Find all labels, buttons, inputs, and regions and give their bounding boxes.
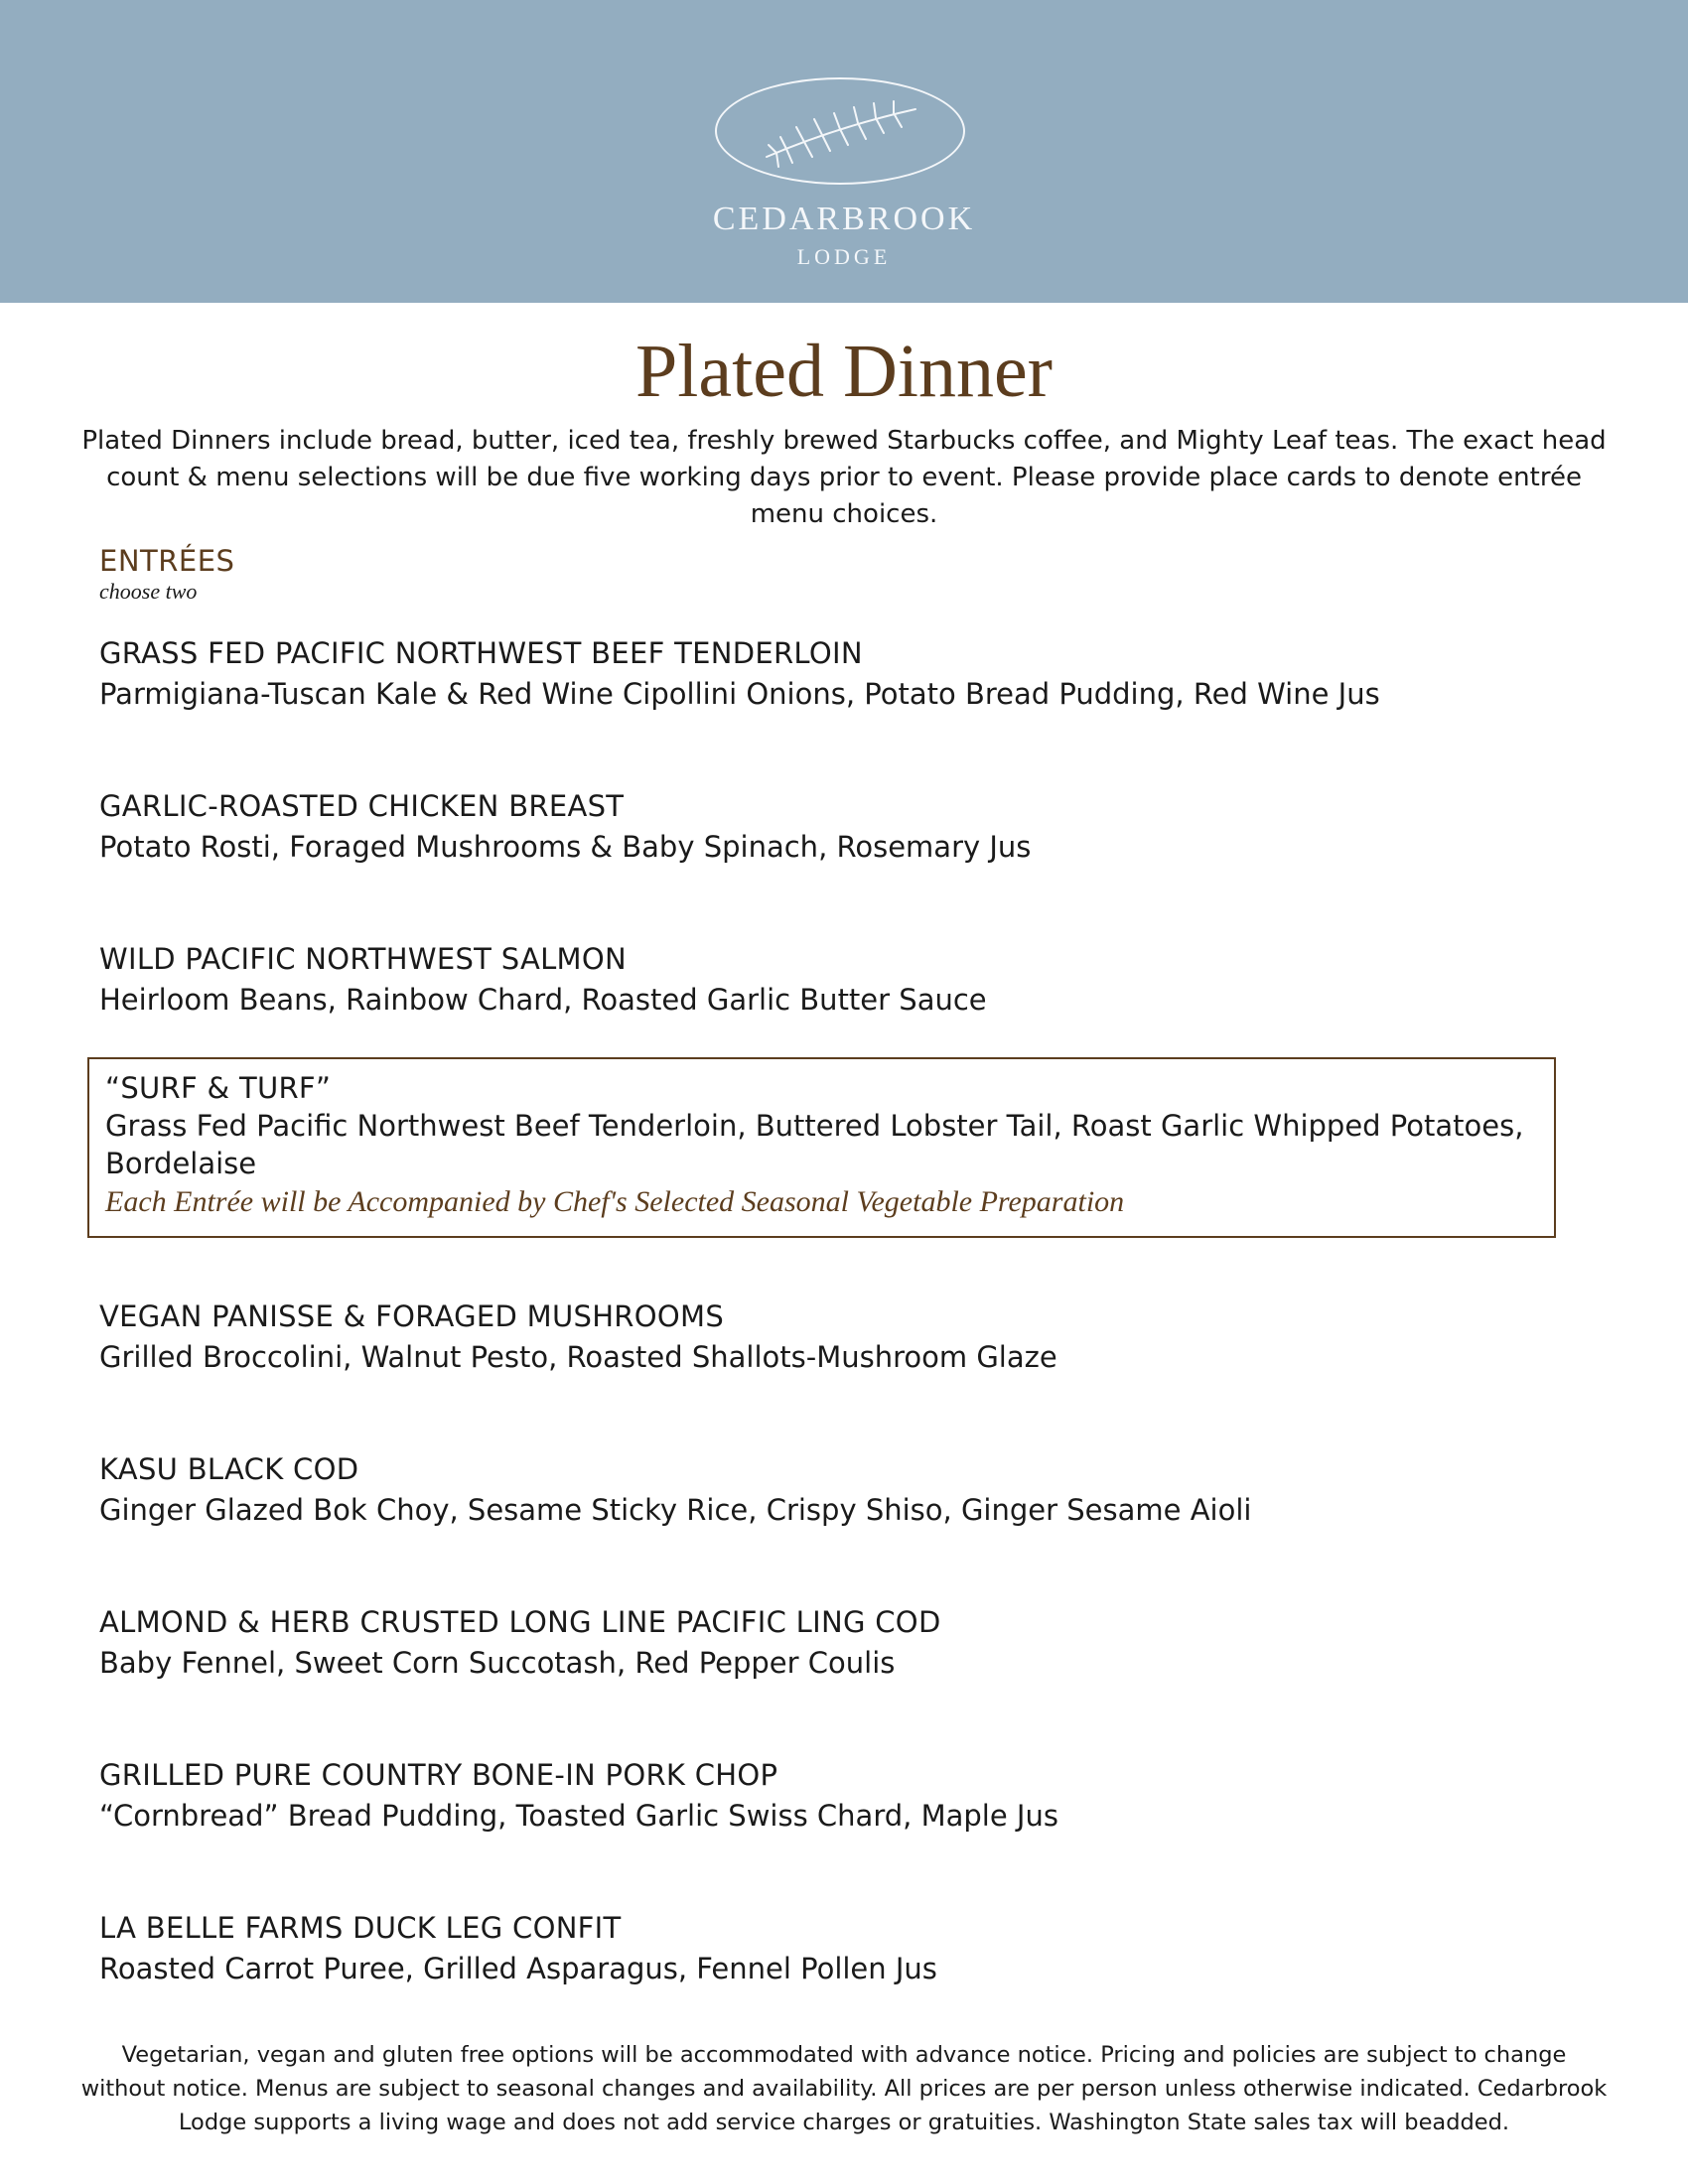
entree-description: “Cornbread” Bread Pudding, Toasted Garlic Swiss Chard, Maple Jus	[99, 1799, 1058, 1833]
entree-description: Parmigiana-Tuscan Kale & Red Wine Cipollini Onions, Potato Bread Pudding, Red Wine Jus	[99, 677, 1380, 711]
featured-entree-box	[87, 1057, 1556, 1238]
entree-item	[99, 1602, 1539, 1684]
entree-description: Potato Rosti, Foraged Mushrooms & Baby Spinach, Rosemary Jus	[99, 830, 1032, 864]
entree-name: VEGAN PANISSE & FORAGED MUSHROOMS	[99, 1299, 725, 1333]
section-heading: ENTRÉES	[99, 544, 235, 578]
entree-description: Heirloom Beans, Rainbow Chard, Roasted Garlic Butter Sauce	[99, 983, 987, 1017]
entree-item	[99, 1755, 1539, 1837]
entree-description: Baby Fennel, Sweet Corn Succotash, Red Pepper Coulis	[99, 1646, 896, 1680]
entree-item	[99, 633, 1539, 715]
entree-description: Grilled Broccolini, Walnut Pesto, Roasted Shallots-Mushroom Glaze	[99, 1340, 1057, 1374]
brand-name: CEDARBROOK	[712, 201, 976, 237]
entree-name: GRASS FED PACIFIC NORTHWEST BEEF TENDERLOIN	[99, 636, 863, 670]
entree-name: WILD PACIFIC NORTHWEST SALMON	[99, 942, 627, 976]
cedar-branch-icon	[747, 87, 935, 177]
entree-name: “SURF & TURF”	[105, 1071, 332, 1105]
footer-notice: Vegetarian, vegan and gluten free options will be accommodated with advance notice. Pricing and policies are subject to change without notice. Menus are subject to seasonal changes and availability. All prices are per person unless otherwise indicated. Cedarbrook Lodge supports a living wage and does not add service charges or gratuities. Washington State sales tax will beadded.	[80, 2042, 1608, 2135]
entree-description: Grass Fed Pacific Northwest Beef Tenderloin, Buttered Lobster Tail, Roast Garlic Whipped Potatoes, Bordelaise	[105, 1109, 1524, 1180]
entree-item	[99, 1908, 1539, 1989]
entree-note: Each Entrée will be Accompanied by Chef's Selected Seasonal Vegetable Preparation	[105, 1185, 1125, 1218]
entree-description: Ginger Glazed Bok Choy, Sesame Sticky Rice, Crispy Shiso, Ginger Sesame Aioli	[99, 1493, 1252, 1527]
page-title: Plated Dinner	[634, 330, 1053, 413]
header-banner	[0, 0, 1688, 303]
entree-description: Roasted Carrot Puree, Grilled Asparagus, Fennel Pollen Jus	[99, 1952, 937, 1985]
entree-item	[99, 1297, 1539, 1378]
logo	[715, 77, 965, 185]
entree-item	[99, 1449, 1539, 1531]
entree-name: GARLIC-ROASTED CHICKEN BREAST	[99, 789, 625, 823]
entree-name: KASU BLACK COD	[99, 1452, 359, 1486]
entree-item	[99, 786, 1539, 868]
brand-subtitle: LODGE	[796, 244, 892, 269]
section-subheading: choose two	[99, 579, 198, 604]
entree-item	[99, 939, 1539, 1021]
entree-name: GRILLED PURE COUNTRY BONE-IN PORK CHOP	[99, 1758, 778, 1792]
intro-text: Plated Dinners include bread, butter, iced tea, freshly brewed Starbucks coffee, and Mighty Leaf teas. The exact head count & menu selections will be due five working days prior to event. Please provide place cards to denote entrée menu choices.	[81, 426, 1607, 529]
entree-name: LA BELLE FARMS DUCK LEG CONFIT	[99, 1911, 622, 1945]
entree-name: ALMOND & HERB CRUSTED LONG LINE PACIFIC LING COD	[99, 1605, 941, 1639]
